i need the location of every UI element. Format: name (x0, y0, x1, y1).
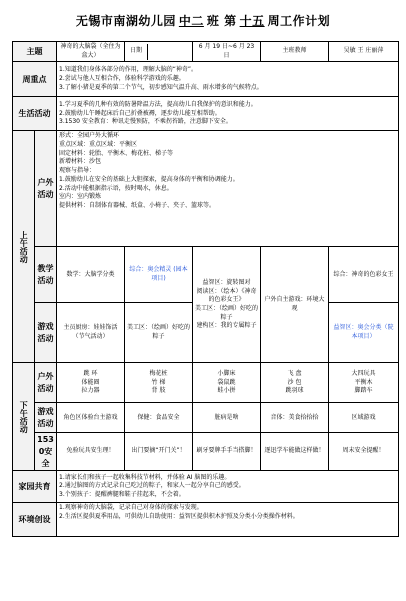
theme-label: 主题 (13, 42, 57, 62)
family-content: 1.请家长们和孩子一起收集科技节材料，并体验 AI 脑图的乐趣。 2.通过脑图的方式记录自己吃过的粽子，和家人一起分享自己的感受。 3.个别孩子：提醒裤腿和鞋子挂起来，不会着。 (57, 471, 399, 503)
am-label: 上午活动 (13, 131, 35, 363)
life-label: 生活活动 (13, 97, 57, 131)
right-merged-cell: 户外自主游戏：环境大观 (261, 247, 329, 363)
mid-merged-cell: 益智区：旋转图对 阅读区：（绘本）《神奇的色彩女王》 美工区：（绘画）好吃的粽子 建构区：我的专属粽子 (193, 247, 261, 363)
pm-game-5: 区域游戏 (329, 403, 399, 433)
play-cell-4: 益智区：奥会分类（院本项目） (329, 303, 399, 363)
pm-outdoor-col-1: 跳 环 体能圈 拉力器 (57, 363, 125, 403)
life-content: 1.学习夏季的几种有效的防暑降温方法，提高幼儿自我保护的意识和能力。 2.鼓励幼儿午睡起床后自己折叠被褥，逐步幼儿能互相帮助。 3.1530 安全教育：种讯走慢预防，不乘拐苔路，注意脚下安全。 (57, 97, 399, 131)
weekly-plan-table (12, 41, 399, 537)
pm-safety-label: 1530安全 (35, 433, 57, 471)
life-row (13, 97, 399, 131)
pm-games-label: 游戏活动 (35, 403, 57, 433)
date-value: 6 月 19 日~6 月 23 日 (193, 42, 261, 62)
date-value-a (148, 44, 192, 60)
class-name: 中二 (178, 14, 204, 28)
pm-game-3: 脏病是啥 (193, 403, 261, 433)
school-name: 无锡市南湖幼儿园 (75, 14, 176, 28)
teaching-cell-2: 综合：奥会精灵 (园本项目) (125, 247, 193, 303)
am-outdoor-content: 形式：全园户外大循环 重点区域：重点区域：平衡区 固定材料：轮胎、平衡木、梅花桩、梯子等 新增材料：沙包 观察与指导： 1.鼓励幼儿在安全的基础上大胆探索，提高身体的平衡和协调能力。 2.活动中能根据指示语，按时喝水，休息。 室内：室内锻炼 提供材料：自制体育器械、纸盒、小椅子、夹子、篮球等。 (57, 131, 399, 247)
pm-outdoor-col-5: 大四玩具 平衡木 脚踏车 (329, 363, 399, 403)
teaching-cell-1: 数学：大脑学分类 (57, 247, 125, 303)
pm-game-4: 音体：美食拾拾拾 (261, 403, 329, 433)
pm-outdoor-label: 户外活动 (35, 363, 57, 403)
family-row (13, 471, 399, 503)
safety-2: 出门要摘“开门关”！ (125, 433, 193, 471)
theme-value: 神奇的大脑袋（全住为盒大） (57, 42, 125, 62)
am-teaching-row (13, 247, 399, 303)
focus-label: 周重点 (13, 62, 57, 97)
safety-4: 逐迅学车能做这样做！ (261, 433, 329, 471)
pm-game-2: 保健：食品安全 (125, 403, 193, 433)
pm-outdoor-row (13, 363, 399, 403)
focus-content: 1.知道我们身体各部分的作用，理解大脑的“神奇”。 2.尝试与他人互相合作，体验科学游戏的乐趣。 3.了解小猪是夏季的第二个节气，初步感知气温升高、雨水增多的气候特点。 (57, 62, 399, 97)
teaching-cell-4: 综合：神奇的色彩女王 (329, 247, 399, 303)
family-label: 家园共育 (13, 471, 57, 503)
page-title: 无锡市南湖幼儿园 中二 班 第 十五 周工作计划 (75, 14, 331, 28)
safety-5: 周末安全提醒！ (329, 433, 399, 471)
pm-game-1: 角色区体验台主游戏 (57, 403, 125, 433)
am-outdoor-label: 户外活动 (35, 131, 57, 247)
am-outdoor-row (13, 131, 399, 247)
env-content: 1.观察神奇的大脑袋，记录自己对身体的探索与发现。 2.生活区提供夏季用品，可供幼儿自助使用：益智区提供积木护照及分类小分类操作材料。 (57, 503, 399, 537)
date-label: 日期 (125, 44, 148, 60)
focus-row (13, 62, 399, 97)
safety-3: 刷牙要牌手手当搭脚！ (193, 433, 261, 471)
env-row (13, 503, 399, 537)
pm-label: 下午活动 (13, 363, 35, 471)
pm-outdoor-col-3: 小脚床 袋鼠跳 蛙小拼 (193, 363, 261, 403)
week-number: 十五 (239, 14, 265, 28)
play-cell-1: 主员厨房：娃娃饰活（节气活动） (57, 303, 125, 363)
header-row (13, 42, 399, 62)
pm-outdoor-col-2: 梅花桩 竹 梯 背 肢 (125, 363, 193, 403)
pm-outdoor-col-4: 飞 盘 沙 包 跳羽球 (261, 363, 329, 403)
pm-games-row (13, 403, 399, 433)
teacher-label: 主班教师 (261, 42, 329, 62)
teacher-value: 吴敏 王 庄丽萍 (329, 42, 399, 62)
play-cell-2: 美工区：（绘画）好吃的粽子 (125, 303, 193, 363)
pm-safety-row (13, 433, 399, 471)
safety-1: 免验玩具安生理！ (57, 433, 125, 471)
am-play-label: 游戏活动 (35, 303, 57, 363)
env-label: 环境创设 (13, 503, 57, 537)
am-teaching-label: 教学活动 (35, 247, 57, 303)
